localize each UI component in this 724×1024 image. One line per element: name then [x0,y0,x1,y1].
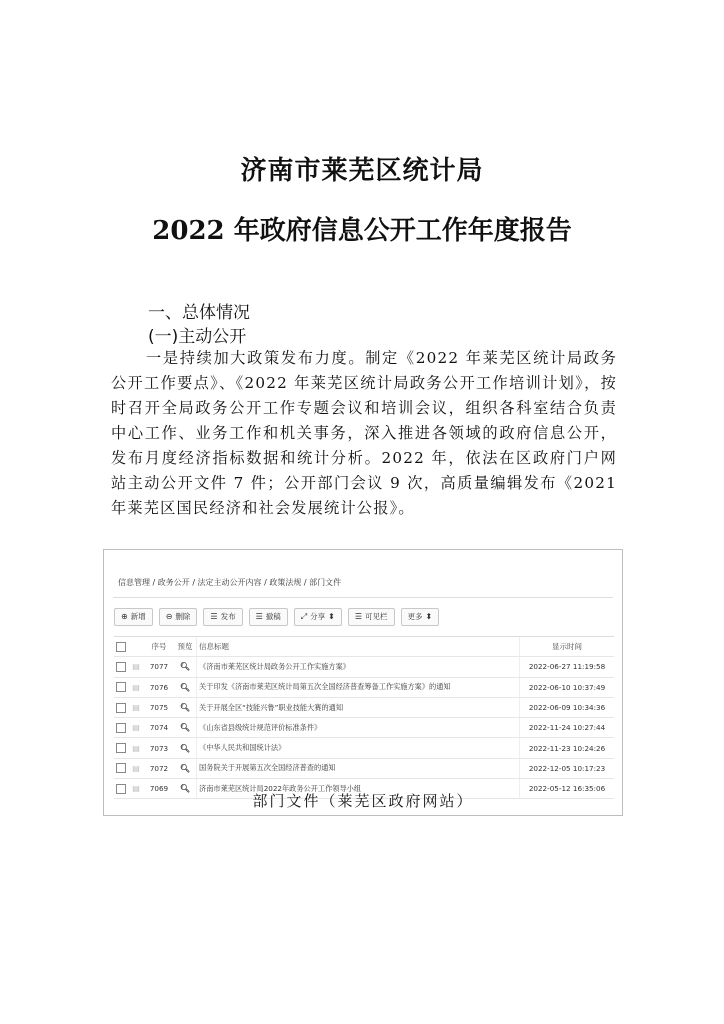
document-icon: ▤ [132,763,140,773]
more-label: 更多 [407,612,423,621]
row-title[interactable]: 关于印发《济南市莱芜区统计局第五次全国经济普查筹备工作实施方案》的通知 [196,678,519,697]
section-heading: 一、总体情况 [148,303,250,323]
document-icon: ▤ [132,743,140,753]
row-seq: 7069 [149,784,169,794]
report-title-org: 济南市莱芜区统计局 [240,156,484,186]
visible-columns-label: 可见栏 [365,612,388,621]
row-seq: 7075 [149,703,169,713]
search-icon[interactable]: 🔍︎ [179,763,191,773]
row-checkbox[interactable] [116,662,126,672]
select-all-checkbox[interactable] [116,642,126,652]
publish-button[interactable] [203,608,242,626]
table-row[interactable] [114,759,614,779]
toolbar [114,608,439,626]
search-icon[interactable]: 🔍︎ [179,662,191,672]
row-seq: 7077 [149,662,169,672]
row-checkbox[interactable] [116,763,126,773]
row-time: 2022-11-24 10:27:44 [519,718,614,737]
delete-label: 删除 [175,612,191,621]
row-title[interactable]: 国务院关于开展第五次全国经济普查的通知 [196,759,519,778]
divider [113,597,613,598]
row-time: 2022-06-27 11:19:58 [519,657,614,676]
visible-columns-button[interactable] [348,608,395,626]
search-icon[interactable]: 🔍︎ [179,784,191,794]
caret-icon: ⬍ [328,612,335,621]
share-label: 分享 [310,612,326,621]
row-checkbox[interactable] [116,743,126,753]
row-time: 2022-12-05 10:17:23 [519,759,614,778]
row-time: 2022-11-23 10:24:26 [519,738,614,757]
search-icon[interactable]: 🔍︎ [179,703,191,713]
figure-caption: 部门文件（莱芜区政府网站） [252,792,474,810]
row-title[interactable]: 《中华人民共和国统计法》 [196,738,519,757]
minus-circle-icon: ⊖ [165,612,173,621]
row-title[interactable]: 关于开展全区“技能兴鲁”职业技能大赛的通知 [196,698,519,717]
report-title-main: 2022 年政府信息公开工作年度报告 [152,216,572,246]
breadcrumb: 信息管理 / 政务公开 / 法定主动公开内容 / 政策法规 / 部门文件 [118,578,342,587]
body-paragraph: 一是持续加大政策发布力度。制定《2022 年莱芜区统计局政务公开工作要点》、《2022 年莱芜区统计局政务公开工作培训计划》，按时召开全局政务公开工作专题会议和培训会议，组织各科室结合负责中心工作、业务工作和机关事务，深入推进各领域的政府信息公开，发布月度经济指标数据和统计分析。2022 年，依法在区政府门户网站主动公开文件 7 件；公开部门会议 9 次，高质量编辑发布《2021 年莱芜区国民经济和社会发展统计公报》。 [111,349,617,517]
caret-icon: ⬍ [425,612,433,621]
expand-icon: ⤢ [300,612,308,621]
row-time: 2022-06-09 10:34:36 [519,698,614,717]
col-time: 显示时间 [519,637,614,656]
document-icon: ▤ [132,703,140,713]
row-time: 2022-05-12 16:35:06 [519,779,614,798]
col-preview: 预览 [177,642,193,652]
table-header [114,637,614,657]
withdraw-icon: ☰ [255,612,263,621]
document-icon: ▤ [132,662,140,672]
embedded-screenshot [103,549,623,816]
search-icon[interactable]: 🔍︎ [179,682,191,692]
table-row[interactable] [114,718,614,738]
document-table [114,636,614,799]
table-row[interactable] [114,698,614,718]
document-icon: ▤ [132,784,140,794]
search-icon[interactable]: 🔍︎ [179,743,191,753]
list-icon: ☰ [354,612,363,621]
withdraw-button[interactable] [249,608,288,626]
row-checkbox[interactable] [116,682,126,692]
col-title: 信息标题 [196,637,519,656]
table-row[interactable] [114,657,614,677]
new-button[interactable] [114,608,153,626]
document-icon: ▤ [132,682,140,692]
table-row[interactable] [114,738,614,758]
publish-label: 发布 [220,612,236,621]
search-icon[interactable]: 🔍︎ [179,723,191,733]
row-checkbox[interactable] [116,703,126,713]
plus-circle-icon: ⊕ [121,612,128,621]
row-title[interactable]: 《山东省县级统计规范评价标准条件》 [196,718,519,737]
subsection-heading: (一)主动公开 [148,327,247,347]
row-seq: 7076 [149,682,169,692]
row-seq: 7072 [149,763,169,773]
publish-icon: ☰ [210,612,218,621]
row-time: 2022-06-10 10:37:49 [519,678,614,697]
row-checkbox[interactable] [116,723,126,733]
new-label: 新增 [130,612,146,621]
row-title[interactable]: 《济南市莱芜区统计局政务公开工作实施方案》 [196,657,519,676]
more-button[interactable] [401,608,440,626]
row-seq: 7074 [149,723,169,733]
share-button[interactable] [294,608,342,626]
document-icon: ▤ [132,723,140,733]
table-row[interactable] [114,678,614,698]
col-seq: 序号 [151,642,167,652]
row-seq: 7073 [149,743,169,753]
row-title[interactable]: 济南市莱芜区统计局2022年政务公开工作领导小组 [196,779,519,798]
delete-button[interactable] [159,608,198,626]
withdraw-label: 撤稿 [265,612,281,621]
